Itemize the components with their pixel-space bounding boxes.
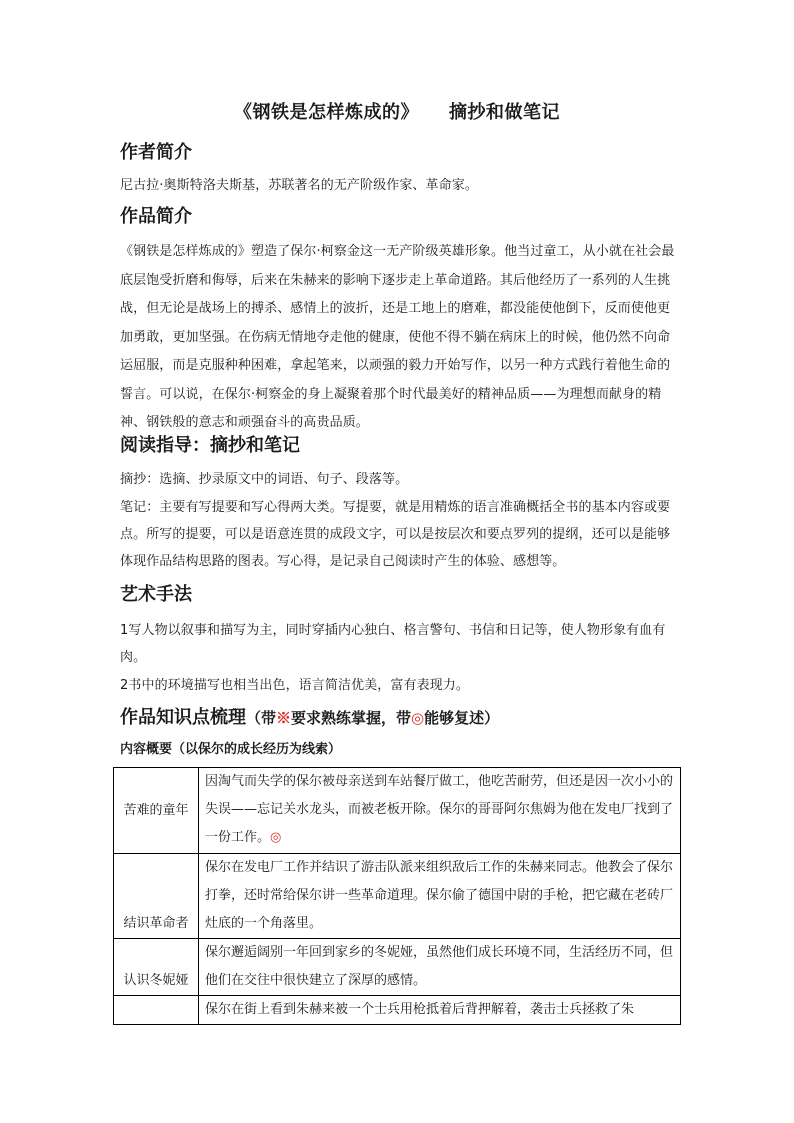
row-label: 认识冬妮娅 xyxy=(114,939,199,996)
table-row xyxy=(114,768,681,854)
heading-knowledge xyxy=(120,706,499,730)
page-title xyxy=(113,98,681,124)
row-text xyxy=(199,768,681,854)
heading-guide: 阅读指导：摘抄和笔记 xyxy=(120,435,300,456)
table-row xyxy=(114,996,681,1025)
row-text: 保尔在街上看到朱赫来被一个士兵用枪抵着后背押解着，袭击士兵拯救了朱 xyxy=(199,996,681,1025)
author-text: 尼古拉·奥斯特洛夫斯基，苏联著名的无产阶级作家、革命家。 xyxy=(120,178,478,193)
title-suffix: 摘抄和做笔记 xyxy=(449,102,560,123)
knowledge-heading-main: 作品知识点梳理 xyxy=(120,707,246,728)
star-mark: ※ xyxy=(276,709,292,727)
heading-work: 作品简介 xyxy=(120,206,192,227)
knowledge-heading-paren-b: 要求熟练掌握，带 xyxy=(291,709,412,727)
guide-excerpt: 摘抄：选摘、抄录原文中的词语、句子、段落等。 xyxy=(120,472,409,487)
row-label: 苦难的童年 xyxy=(114,768,199,854)
row-text: 保尔在发电厂工作并结识了游击队派来组织敌后工作的朱赫来同志。他教会了保尔打拳，还时常给保尔讲一些革命道理。保尔偷了德国中尉的手枪，把它藏在老砖厂灶底的一个角落里。 xyxy=(199,854,681,939)
row-text: 保尔邂逅阔别一年回到家乡的冬妮娅，虽然他们成长环境不同，生活经历不同，但他们在交往中很快建立了深厚的感情。 xyxy=(199,939,681,996)
content-summary-heading: 内容概要（以保尔的成长经历为线索） xyxy=(120,742,342,757)
knowledge-heading-paren-c: 能够复述） xyxy=(424,709,500,727)
heading-art: 艺术手法 xyxy=(120,584,192,605)
title-book: 《钢铁是怎样炼成的》 xyxy=(234,102,419,123)
row-text-content: 因淘气而失学的保尔被母亲送到车站餐厅做工，他吃苦耐劳，但还是因一次小小的失误——忘记关水龙头，而被老板开除。保尔的哥哥阿尔焦姆为他在发电厂找到了一份工作。 xyxy=(205,774,674,845)
table-row xyxy=(114,939,681,996)
row-label: 结识革命者 xyxy=(114,854,199,939)
circle-mark: ◎ xyxy=(270,830,282,845)
art-item-2: 2书中的环境描写也相当出色，语言简洁优美，富有表现力。 xyxy=(120,678,469,693)
art-item-1: 1写人物以叙事和描写为主，同时穿插内心独白、格言警句、书信和日记等，使人物形象有血有肉。 xyxy=(120,623,666,665)
table-row xyxy=(114,854,681,939)
row-label xyxy=(114,996,199,1025)
knowledge-heading-paren-a: （带 xyxy=(246,709,277,727)
work-text: 《钢铁是怎样炼成的》塑造了保尔·柯察金这一无产阶级英雄形象。他当过童工，从小就在社会最底层饱受折磨和侮辱，后来在朱赫来的影响下逐步走上革命道路。其后他经历了一系列的人生挑战，但无论是战场上的搏杀、感情上的波折，还是工地上的磨难，都没能使他倒下，反而使他更加勇敢，更加坚强。在伤病无情地夺走他的健康，使他不得不躺在病床上的时候，他仍然不向命运屈服，而是克服种种困难，拿起笔来，以顽强的毅力开始写作，以另一种方式践行着他生命的誓言。可以说，在保尔·柯察金的身上凝聚着那个时代最美好的精神品质——为理想而献身的精神、钢铁般的意志和顽强奋斗的高贵品质。 xyxy=(120,244,675,430)
guide-notes: 笔记：主要有写提要和写心得两大类。写提要，就是用精炼的语言准确概括全书的基本内容或要点。所写的提要，可以是语意连贯的成段文字，可以是按层次和要点罗列的提纲，还可以是能够体现作品结构思路的图表。写心得，是记录自己阅读时产生的体验、感想等。 xyxy=(120,500,671,569)
summary-table xyxy=(113,767,681,1025)
heading-author: 作者简介 xyxy=(120,142,192,163)
circle-mark: ◎ xyxy=(411,709,425,727)
